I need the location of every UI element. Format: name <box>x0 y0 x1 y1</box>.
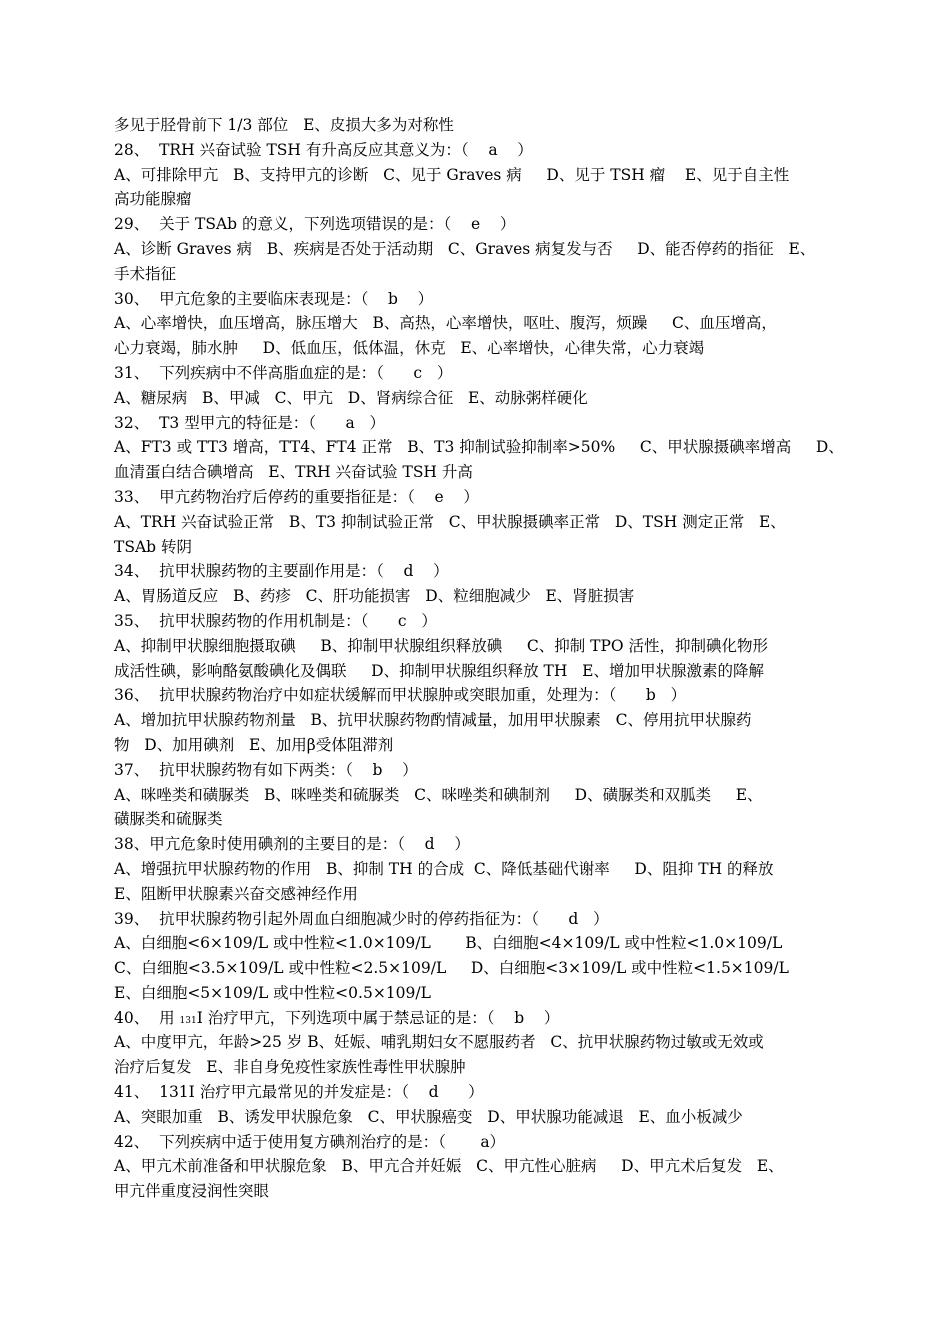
question-40-prefix: 40、 用 <box>114 1008 180 1027</box>
question-36: 36、 抗甲状腺药物治疗中如症状缓解而甲状腺肿或突眼加重，处理为：（ b ） <box>114 686 687 705</box>
options-line: A、增强抗甲状腺药物的作用 B、抑制 TH 的合成 C、降低基础代谢率 D、阻抑 TH 的释放 <box>114 859 774 878</box>
document-page <box>114 113 842 1204</box>
options-line: A、TRH 兴奋试验正常 B、T3 抑制试验正常 C、甲状腺摄碘率正常 D、TSH 测定正常 E、 <box>114 512 786 531</box>
question-28: 28、 TRH 兴奋试验 TSH 有升高反应其意义为：（ a ） <box>114 140 533 159</box>
question-34: 34、 抗甲状腺药物的主要副作用是：（ d ） <box>114 562 449 581</box>
question-31: 31、 下列疾病中不伴高脂血症的是：（ c ） <box>114 363 453 382</box>
options-line: 手术指征 <box>114 264 177 283</box>
question-39: 39、 抗甲状腺药物引起外周血白细胞减少时的停药指征为：（ d ） <box>114 909 609 928</box>
options-line: 物 D、加用碘剂 E、加用β受体阻滞剂 <box>114 735 394 754</box>
options-line: A、白细胞<6×109/L 或中性粒<1.0×109/L B、白细胞<4×109/L 或中性粒<1.0×109/L <box>114 934 783 953</box>
question-40 <box>114 1006 842 1031</box>
options-line: E、阻断甲状腺素兴奋交感神经作用 <box>114 884 358 903</box>
options-line: A、突眼加重 B、诱发甲状腺危象 C、甲状腺癌变 D、甲状腺功能减退 E、血小板减少 <box>114 1107 743 1126</box>
question-42: 42、 下列疾病中适于使用复方碘剂治疗的是：（ a） <box>114 1132 506 1151</box>
question-29: 29、 关于 TSAb 的意义，下列选项错误的是：（ e ） <box>114 215 516 234</box>
options-line: A、FT3 或 TT3 增高，TT4、FT4 正常 B、T3 抑制试验抑制率>50% C、甲状腺摄碘率增高 D、 <box>114 438 844 457</box>
question-30: 30、 甲亢危象的主要临床表现是：（ b ） <box>114 289 434 308</box>
question-41: 41、 131I 治疗甲亢最常见的并发症是：（ d ） <box>114 1083 484 1102</box>
options-line: A、增加抗甲状腺药物剂量 B、抗甲状腺药物酌情减量，加用甲状腺素 C、停用抗甲状腺药 <box>114 711 752 730</box>
options-line: 磺脲类和硫脲类 <box>114 810 223 829</box>
question-38: 38、甲亢危象时使用碘剂的主要目的是：（ d ） <box>114 835 470 854</box>
options-line: A、心率增快，血压增高，脉压增大 B、高热，心率增快，呕吐、腹泻，烦躁 C、血压增高， <box>114 314 777 333</box>
options-line: A、抑制甲状腺细胞摄取碘 B、抑制甲状腺组织释放碘 C、抑制 TPO 活性，抑制碘化物形 <box>114 636 769 655</box>
options-line: 血清蛋白结合碘增高 E、TRH 兴奋试验 TSH 升高 <box>114 463 473 482</box>
options-line: TSAb 转阴 <box>114 537 192 556</box>
question-40-suffix: I 治疗甲亢，下列选项中属于禁忌证的是：（ b ） <box>196 1008 560 1027</box>
options-line: A、可排除甲亢 B、支持甲亢的诊断 C、见于 Graves 病 D、见于 TSH 瘤 E、见于自主性 <box>114 165 790 184</box>
options-line: E、白细胞<5×109/L 或中性粒<0.5×109/L <box>114 983 431 1002</box>
options-line: A、甲亢术前准备和甲状腺危象 B、甲亢合并妊娠 C、甲亢性心脏病 D、甲亢术后复发 E、 <box>114 1157 784 1176</box>
text-line: 多见于胫骨前下 1/3 部位 E、皮损大多为对称性 <box>114 116 454 134</box>
options-line: A、咪唑类和磺脲类 B、咪唑类和硫脲类 C、咪唑类和碘制剂 D、磺脲类和双胍类 E、 <box>114 785 763 804</box>
options-line: A、胃肠道反应 B、药疹 C、肝功能损害 D、粒细胞减少 E、肾脏损害 <box>114 587 635 606</box>
isotope-mass-number: 131 <box>179 1015 197 1026</box>
options-line: C、白细胞<3.5×109/L 或中性粒<2.5×109/L D、白细胞<3×109/L 或中性粒<1.5×109/L <box>114 959 789 978</box>
options-line: 甲亢伴重度浸润性突眼 <box>114 1182 270 1201</box>
question-37: 37、 抗甲状腺药物有如下两类：（ b ） <box>114 760 418 779</box>
options-line: 成活性碘，影响酪氨酸碘化及偶联 D、抑制甲状腺组织释放 TH E、增加甲状腺激素的降解 <box>114 661 764 680</box>
options-line: 高功能腺瘤 <box>114 190 192 209</box>
options-line: A、糖尿病 B、甲减 C、甲亢 D、肾病综合征 E、动脉粥样硬化 <box>114 388 588 407</box>
options-line: 心力衰竭，肺水肿 D、低血压，低体温，休克 E、心率增快，心律失常，心力衰竭 <box>114 339 705 358</box>
options-line: A、中度甲亢，年龄>25 岁 B、妊娠、哺乳期妇女不愿服药者 C、抗甲状腺药物过敏或无效或 <box>114 1033 764 1052</box>
question-35: 35、 抗甲状腺药物的作用机制是：（ c ） <box>114 611 437 630</box>
question-33: 33、 甲亢药物治疗后停药的重要指征是：（ e ） <box>114 487 479 506</box>
options-line: A、诊断 Graves 病 B、疾病是否处于活动期 C、Graves 病复发与否 D、能否停药的指征 E、 <box>114 239 816 258</box>
question-32: 32、 T3 型甲亢的特征是：（ a ） <box>114 413 386 432</box>
options-line: 治疗后复发 E、非自身免疫性家族性毒性甲状腺肿 <box>114 1058 466 1077</box>
